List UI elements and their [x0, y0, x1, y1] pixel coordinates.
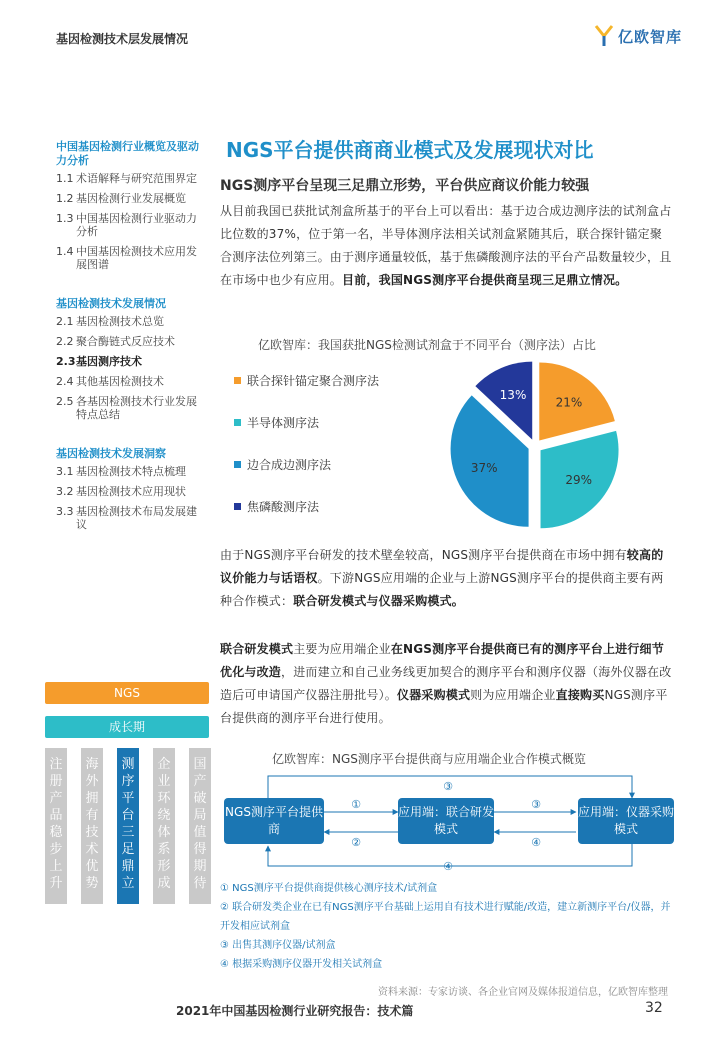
legend-item — [234, 499, 379, 513]
phase-column: 海外拥有技术优势 — [81, 748, 103, 904]
note-1: ① NGS测序平台提供商提供核心测序技术/试剂盒 — [220, 883, 438, 894]
toc-item-num: 3.1 — [56, 465, 74, 478]
pie-slice-label: 21% — [555, 395, 583, 410]
toc-item-num: 1.3 — [56, 212, 74, 225]
toc-item[interactable] — [56, 212, 206, 238]
toc-item-label: 基因测序技术 — [76, 355, 142, 368]
legend-item — [234, 415, 379, 429]
para2-d: 联合研发模式与仪器采购模式。 — [293, 594, 465, 608]
flow-title: 亿欧智库：NGS测序平台提供商与应用端企业合作模式概览 — [272, 752, 586, 766]
toc-item-num: 2.5 — [56, 395, 74, 408]
paragraph-1 — [220, 200, 672, 292]
toc-section-3 — [56, 447, 206, 531]
toc-item[interactable] — [56, 245, 206, 271]
page-title: NGS平台提供商商业模式及发展现状对比 — [226, 138, 594, 162]
toc-section-2 — [56, 297, 206, 421]
logo — [594, 24, 682, 48]
toc-item-label: 聚合酶链式反应技术 — [76, 335, 175, 348]
chart-legend — [234, 373, 379, 541]
toc-item[interactable] — [56, 375, 206, 388]
toc-section-title[interactable]: 中国基因检测行业概览及驱动力分析 — [56, 140, 199, 167]
main-content — [220, 136, 672, 292]
marker-3b: ③ — [531, 798, 541, 811]
sidebar-toc — [56, 140, 206, 557]
marker-1: ① — [351, 798, 361, 811]
logo-text: 亿欧智库 — [618, 27, 683, 46]
logo-icon — [594, 24, 614, 48]
legend-label: 边合成边测序法 — [247, 457, 332, 472]
marker-3a: ③ — [443, 780, 453, 793]
para3-h: NGS测序平台提供商的测序平台进行使用。 — [220, 688, 668, 725]
para2-c: 。下游NGS应用端的企业与上游NGS测序平台的提供商主要有两种合作模式： — [220, 571, 664, 608]
toc-item-label: 基因检测技术特点梳理 — [76, 465, 186, 478]
paragraph-3 — [220, 638, 672, 730]
box-purchase: 应用端：仪器采购模式 — [578, 798, 674, 844]
pie-slice-label: 29% — [565, 472, 593, 487]
marker-2: ② — [351, 836, 361, 849]
legend-swatch — [234, 461, 241, 468]
toc-item-label: 基因检测技术布局发展建议 — [76, 505, 197, 531]
toc-item-num: 2.4 — [56, 375, 74, 388]
toc-item[interactable] — [56, 192, 206, 205]
note-4: ④ 根据采购测序仪器开发相关试剂盒 — [220, 959, 383, 970]
toc-item[interactable] — [56, 335, 206, 348]
toc-item-num: 1.2 — [56, 192, 74, 205]
toc-item-active[interactable] — [56, 355, 206, 368]
toc-section-1 — [56, 140, 206, 271]
para2-a: 由于NGS测序平台研发的技术壁垒较高，NGS测序平台提供商在市场中拥有 — [220, 548, 627, 562]
box-provider: NGS测序平台提供商 — [224, 798, 324, 844]
para3-g: 直接购买 — [555, 688, 605, 702]
para1-bold: 目前，我国NGS测序平台提供商呈现三足鼎立情况。 — [342, 273, 628, 287]
toc-item-num: 2.2 — [56, 335, 74, 348]
toc-item[interactable] — [56, 172, 206, 185]
chart-title: 亿欧智库：我国获批NGS检测试剂盒于不同平台（测序法）占比 — [258, 338, 596, 352]
toc-item-num: 3.3 — [56, 505, 74, 518]
toc-item-num: 1.1 — [56, 172, 74, 185]
para3-b: 主要为应用端企业 — [293, 642, 391, 656]
toc-item-label: 其他基因检测技术 — [76, 375, 164, 388]
toc-item-label: 基因检测行业发展概览 — [76, 192, 186, 205]
toc-item[interactable] — [56, 505, 206, 531]
toc-section-title[interactable]: 基因检测技术发展情况 — [56, 297, 166, 310]
para3-c: 在NGS测序平台提供商已有的测序平台上进行细节优化与改造 — [220, 642, 664, 679]
legend-label: 半导体测序法 — [247, 415, 320, 430]
pie-slice-label: 13% — [499, 388, 527, 403]
para2-b: 较高的议价能力与话语权 — [220, 548, 664, 585]
toc-item-label: 基因检测技术应用现状 — [76, 485, 186, 498]
stage-tag: 成长期 — [45, 716, 209, 738]
toc-item-label: 中国基因检测技术应用发展图谱 — [76, 245, 197, 271]
report-title: 2021年中国基因检测行业研究报告：技术篇 — [176, 1004, 414, 1018]
box-joint-dev: 应用端：联合研发模式 — [398, 798, 494, 844]
legend-item — [234, 373, 379, 387]
para3-a: 联合研发模式 — [220, 642, 294, 656]
pie-slice-label: 37% — [470, 460, 498, 475]
toc-item[interactable] — [56, 465, 206, 478]
phase-column: 企业环绕体系形成 — [153, 748, 175, 904]
page-number: 32 — [645, 1000, 663, 1016]
legend-item — [234, 457, 379, 471]
ngs-tag: NGS — [45, 682, 209, 704]
toc-item[interactable] — [56, 315, 206, 328]
toc-item-label: 中国基因检测行业驱动力分析 — [76, 212, 197, 238]
legend-swatch — [234, 377, 241, 384]
toc-item-num: 2.3 — [56, 355, 76, 368]
para3-d: ，进而建立和自己业务线更加契合的测序平台和测序仪器（海外仪器在改造后可申请国产仪器注册批号）。 — [220, 665, 672, 702]
para1-text: 从目前我国已获批试剂盒所基于的平台上可以看出：基于边合成边测序法的试剂盒占比位数的37%，位于第一名，半导体测序法相关试剂盒紧随其后，联合探针锚定聚合测序法位列第三。由于测序通量较低，基于焦磷酸测序法的平台产品数量较少，且在市场中也少有应用。 — [220, 204, 672, 287]
phase-columns — [45, 748, 211, 904]
toc-item-label: 术语解释与研究范围界定 — [76, 172, 197, 185]
phase-column: 国产破局值得期待 — [189, 748, 211, 904]
page-header-title: 基因检测技术层发展情况 — [56, 32, 189, 46]
marker-4a: ④ — [531, 836, 541, 849]
toc-section-title[interactable]: 基因检测技术发展洞察 — [56, 447, 166, 460]
legend-label: 联合探针锚定聚合测序法 — [247, 373, 380, 388]
pie-chart — [440, 356, 630, 536]
note-3: ③ 出售其测序仪器/试剂盒 — [220, 940, 336, 951]
legend-swatch — [234, 503, 241, 510]
toc-item-num: 1.4 — [56, 245, 74, 258]
toc-item-label: 基因检测技术总览 — [76, 315, 164, 328]
toc-item-num: 2.1 — [56, 315, 74, 328]
toc-item-label: 各基因检测技术行业发展特点总结 — [76, 395, 197, 421]
phase-column-active: 测序平台三足鼎立 — [117, 748, 139, 904]
source-note: 资料来源：专家访谈、各企业官网及媒体报道信息，亿欧智库整理 — [378, 987, 668, 998]
toc-item[interactable] — [56, 395, 206, 421]
section-subtitle: NGS测序平台呈现三足鼎立形势，平台供应商议价能力较强 — [220, 178, 590, 194]
toc-item[interactable] — [56, 485, 206, 498]
note-2: ② 联合研发类企业在已有NGS测序平台基础上运用自有技术进行赋能/改造，建立新测序平台/仪器，并开发相应试剂盒 — [220, 902, 671, 932]
flow-notes — [220, 879, 680, 974]
phase-column: 注册产品稳步上升 — [45, 748, 67, 904]
para3-f: 则为应用端企业 — [470, 688, 556, 702]
legend-label: 焦磷酸测序法 — [247, 499, 320, 514]
paragraph-2 — [220, 544, 672, 613]
para3-e: 仪器采购模式 — [397, 688, 471, 702]
legend-swatch — [234, 419, 241, 426]
marker-4b: ④ — [443, 860, 453, 873]
toc-item-num: 3.2 — [56, 485, 74, 498]
